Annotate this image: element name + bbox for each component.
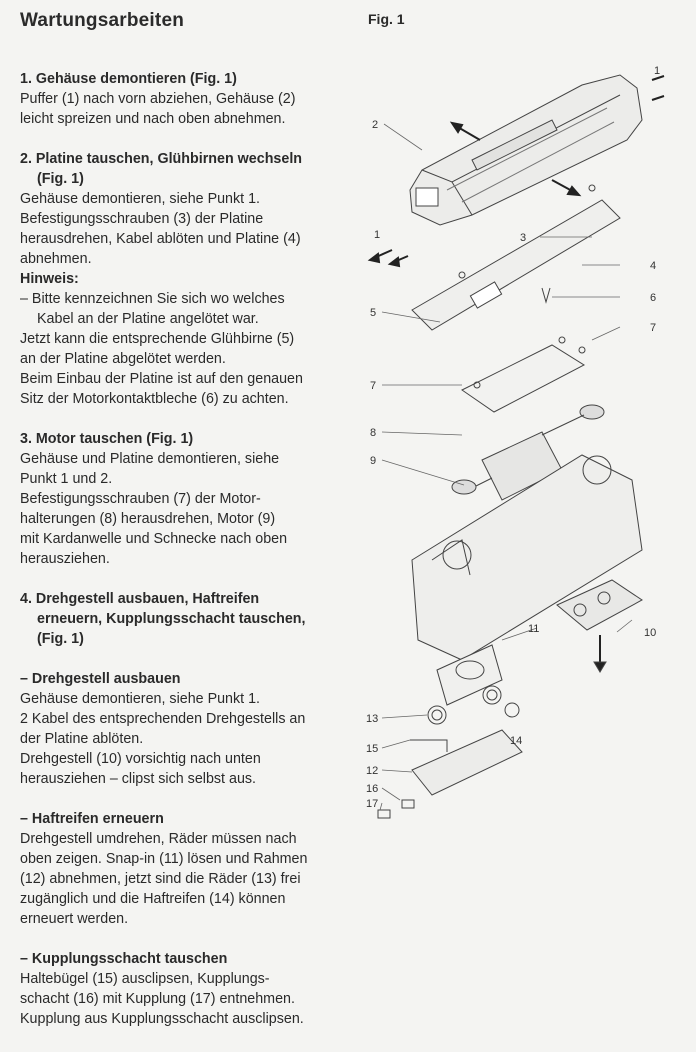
subsection-drehgestell [20, 669, 350, 789]
text-line: zugänglich und die Haftreifen (14) können [20, 891, 286, 907]
text-line: an der Platine abgelötet werden. [20, 351, 226, 367]
locomotive-housing [410, 75, 642, 225]
callout-label: 9 [370, 455, 377, 467]
text-line: schacht (16) mit Kupplung (17) entnehmen. [20, 991, 295, 1007]
subsection-heading: – Kupplungsschacht tauschen [20, 951, 228, 967]
text-line: abnehmen. [20, 251, 92, 267]
callout-label: 15 [366, 743, 379, 755]
text-line: Kupplung aus Kupplungsschacht ausclipsen. [20, 1011, 304, 1027]
section-3 [20, 429, 350, 569]
callout-label: 12 [366, 765, 379, 777]
callout-label: 5 [370, 307, 377, 319]
text-line: Gehäuse demontieren, siehe Punkt 1. [20, 691, 261, 707]
text-line: Gehäuse demontieren, siehe Punkt 1. [20, 191, 261, 207]
text-line: 2 Kabel des entsprechenden Drehgestells an [20, 711, 306, 727]
text-line: Sitz der Motorkontaktbleche (6) zu achten. [20, 391, 289, 407]
section-2-heading-line: (Fig. 1) [37, 171, 84, 187]
text-line: herausdrehen, Kabel ablöten und Platine (4) [20, 231, 301, 247]
section-1-heading [20, 69, 350, 89]
exploded-view-diagram [352, 40, 692, 840]
text-line: leicht spreizen und nach oben abnehmen. [20, 111, 286, 127]
subsection-heading: – Drehgestell ausbauen [20, 671, 181, 687]
section-4-heading [20, 589, 350, 649]
callout-label: 14 [510, 735, 523, 747]
text-line: (12) abnehmen, jetzt sind die Räder (13) frei [20, 871, 301, 887]
callout-label: 10 [644, 627, 657, 639]
text-line: Drehgestell umdrehen, Räder müssen nach [20, 831, 297, 847]
section-4-heading-line: erneuern, Kupplungsschacht tauschen, [37, 611, 306, 627]
text-line: Punkt 1 und 2. [20, 471, 113, 487]
motor-holder-frame [462, 337, 585, 412]
subsection-heading: – Haftreifen erneuern [20, 811, 164, 827]
text-line: herausziehen – clipst sich selbst aus. [20, 771, 257, 787]
section-4-heading-line: (Fig. 1) [37, 631, 84, 647]
section-1 [20, 69, 350, 129]
text-line: herausziehen. [20, 551, 110, 567]
callout-label: 4 [650, 260, 657, 272]
callout-label: 3 [520, 232, 527, 244]
text-line: Beim Einbau der Platine ist auf den genauen [20, 371, 303, 387]
page-title: Wartungsarbeiten [20, 10, 185, 31]
text-line: Gehäuse und Platine demontieren, siehe [20, 451, 280, 467]
callout-label: 16 [366, 783, 379, 795]
note-bullet: – Bitte kennzeichnen Sie sich wo welches [20, 291, 285, 307]
figure-label: Fig. 1 [368, 11, 405, 27]
callout-label: 7 [650, 322, 657, 334]
subsection-haftreifen [20, 809, 350, 929]
callout-label: 17 [366, 798, 379, 810]
section-2-heading [20, 149, 350, 189]
instructions-column [20, 10, 350, 1049]
text-line: Befestigungsschrauben (7) der Motor- [20, 491, 261, 507]
section-2-heading-line: 2. Platine tauschen, Glühbirnen wechseln [20, 151, 303, 167]
note-bullet-cont: Kabel an der Platine angelötet war. [37, 311, 259, 327]
note-title: Hinweis: [20, 271, 79, 287]
section-4 [20, 589, 350, 649]
text-line: halterungen (8) herausdrehen, Motor (9) [20, 511, 276, 527]
text-line: der Platine ablöten. [20, 731, 144, 747]
callout-label: 11 [528, 623, 540, 635]
callout-label: 1 [374, 229, 381, 241]
text-line: Befestigungsschrauben (3) der Platine [20, 211, 264, 227]
callout-label: 1 [654, 65, 661, 77]
text-line: Drehgestell (10) vorsichtig nach unten [20, 751, 261, 767]
callout-label: 6 [650, 292, 657, 304]
text-line: Haltebügel (15) ausclipsen, Kupplungs- [20, 971, 270, 987]
callout-label: 13 [366, 713, 379, 725]
section-4-heading-line: 4. Drehgestell ausbauen, Haftreifen [20, 591, 260, 607]
section-2 [20, 149, 350, 409]
subsection-kupplungsschacht [20, 949, 350, 1029]
text-line: erneuert werden. [20, 911, 129, 927]
callout-label: 2 [372, 119, 379, 131]
text-line: Puffer (1) nach vorn abziehen, Gehäuse (2) [20, 91, 296, 107]
text-line: oben zeigen. Snap-in (11) lösen und Rahmen [20, 851, 308, 867]
callout-label: 8 [370, 427, 377, 439]
text-line: Jetzt kann die entsprechende Glühbirne (5) [20, 331, 295, 347]
section-3-heading-line: 3. Motor tauschen (Fig. 1) [20, 431, 194, 447]
section-3-heading [20, 429, 350, 449]
section-1-heading-line: 1. Gehäuse demontieren (Fig. 1) [20, 71, 237, 87]
callout-label: 7 [370, 380, 377, 392]
text-line: mit Kardanwelle und Schnecke nach oben [20, 531, 288, 547]
